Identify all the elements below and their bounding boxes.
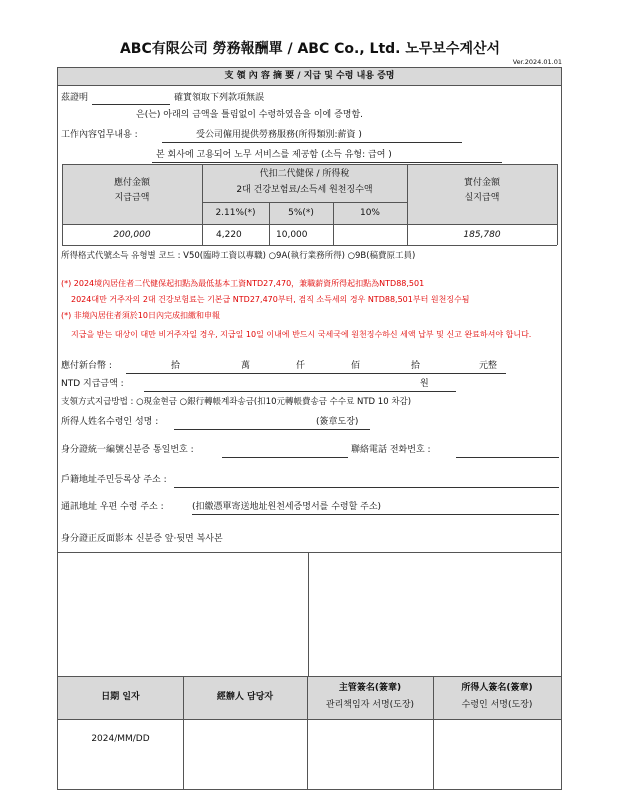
date-header: 日期 일자: [101, 692, 140, 702]
recipient-seal: (簽章도장): [316, 417, 359, 427]
certify-prefix: 茲證明: [61, 93, 89, 103]
rate-tax5: 5%(*): [288, 208, 314, 218]
divider: [202, 202, 407, 203]
divider: [62, 224, 557, 225]
form-frame: [57, 67, 562, 790]
amount-words-field[interactable]: [126, 373, 506, 374]
ntd-label: NTD 지급금액 :: [61, 379, 124, 389]
work-korean-underline: [152, 162, 502, 163]
recipient-sign-header-zh: 所得人簽名(簽章): [461, 683, 533, 693]
unit-qian: 仟: [296, 361, 306, 371]
deduct-header-zh: 代扣二代健保 / 所得稅: [259, 169, 350, 179]
certify-name-field[interactable]: [92, 104, 170, 105]
section-title: 支 領 內 容 摘 要 / 지급 및 수령 내용 증명: [224, 71, 395, 81]
divider: [62, 164, 557, 165]
recipient-sign-header-ko: 수령인 서명(도장): [461, 700, 533, 710]
rate-tax10: 10%: [359, 208, 380, 218]
handler-header: 經辦人 담당자: [216, 692, 274, 702]
certify-korean: 은(는) 아래의 금액을 틀림없이 수령하였음을 이에 증명함.: [136, 110, 364, 120]
work-underline: [162, 142, 462, 143]
work-korean: 본 회사에 고용되어 노무 서비스를 제공함 (소득 유형: 급여 ): [156, 150, 392, 160]
recipient-sign-cell[interactable]: [434, 720, 561, 789]
handler-sign-cell[interactable]: [184, 720, 307, 789]
unit-ten-thousand-digit: 拾: [171, 361, 181, 371]
supervisor-header-ko: 관리책임자 서명(도장): [325, 700, 415, 710]
net-header-ko: 실지급액: [464, 193, 500, 203]
recipient-label: 所得人姓名수령인 성명 :: [61, 417, 159, 427]
id-front-photo-area[interactable]: [58, 552, 308, 676]
registered-address-field[interactable]: [174, 487, 559, 488]
payable-header-zh: 應付金額: [113, 178, 150, 188]
amount-words-label: 應付新台幣 :: [61, 361, 112, 371]
payment-method[interactable]: 支領方式지급방법 : ○現金현금 ○銀行轉帳계좌송금(扣10元轉帳費송금 수수료 NTD 10 차감): [61, 397, 412, 407]
deduct-header-ko: 2대 건강보험료/소득세 원천징수액: [236, 185, 373, 195]
document-title: ABC有限公司 勞務報酬單 / ABC Co., Ltd. 노무보수계산서: [119, 41, 501, 57]
date-value[interactable]: 2024/MM/DD: [91, 734, 150, 744]
net-header-zh: 實付金額: [463, 178, 500, 188]
payable-header-ko: 지급금액: [114, 193, 150, 203]
registered-address-label: 戶籍地址주민등록상 주소 :: [61, 475, 167, 485]
net-value: 185,780: [463, 230, 501, 240]
note-2-zh: (*) 非境內居住者須於10日內完成扣繳和申報: [61, 311, 220, 320]
divider: [62, 245, 557, 246]
mailing-address-field[interactable]: [192, 514, 559, 515]
supervisor-header-zh: 主管簽名(簽章): [338, 683, 402, 693]
divider: [58, 676, 561, 677]
note-1-zh: (*) 2024境內居住者二代健保起扣點為最低基本工資NTD27,470，兼職薪資所得起扣點為NTD88,501: [61, 279, 425, 288]
tax5-value: 10,000: [276, 230, 308, 240]
unit-bai: 佰: [351, 361, 361, 371]
phone-label: 聯絡電話 전화번호 :: [351, 445, 431, 455]
mailing-address-label: 通訊地址 우편 수령 주소 :: [61, 502, 164, 512]
id-back-photo-area[interactable]: [309, 552, 561, 676]
mailing-address-note: (扣繳憑單寄送地址원천세증명서를 수령할 주소): [192, 502, 382, 512]
supervisor-sign-cell[interactable]: [308, 720, 433, 789]
version-label: Ver.2024.01.01: [512, 58, 562, 66]
note-1-ko: 2024대만 거주자의 2대 건강보험료는 기본급 NTD27,470부터, 겸직 소득세의 경우 NTD88,501부터 원천징수됨: [71, 295, 470, 304]
id-copy-label: 身分證正反面影本 신분증 앞·뒷면 복사본: [61, 534, 223, 544]
ntd-field[interactable]: [144, 391, 456, 392]
rate-health: 2.11%(*): [215, 208, 256, 218]
income-code: 所得格式代號소득 유형별 코드 : V50(臨時工資以專職) ○9A(執行業務所得) ○9B(稿費原工員): [61, 251, 416, 261]
work-value: 受公司僱用提供勞務服務(所得類別:薪資 ): [196, 130, 362, 140]
unit-yuan: 元整: [479, 361, 498, 371]
work-label: 工作內容업무내용 :: [61, 130, 138, 140]
note-2-ko: 지급을 받는 대상이 대만 비거주자일 경우, 지급일 10일 이내에 반드시 국세국에 원천징수하신 세액 납부 및 신고 완료하셔야 합니다.: [71, 330, 532, 339]
divider: [58, 85, 561, 86]
payable-value: 200,000: [113, 230, 151, 240]
id-field[interactable]: [222, 457, 348, 458]
divider: [557, 164, 558, 245]
ntd-unit: 원: [420, 379, 429, 389]
health-value: 4,220: [216, 230, 242, 240]
phone-field[interactable]: [456, 457, 559, 458]
unit-wan: 萬: [241, 361, 251, 371]
id-label: 身分證統一編號신분증 통일번호 :: [61, 445, 194, 455]
certify-suffix: 確實領取下列款項無誤: [174, 93, 265, 103]
unit-shi: 拾: [411, 361, 421, 371]
amount-table: [58, 164, 561, 246]
recipient-field[interactable]: [174, 429, 370, 430]
